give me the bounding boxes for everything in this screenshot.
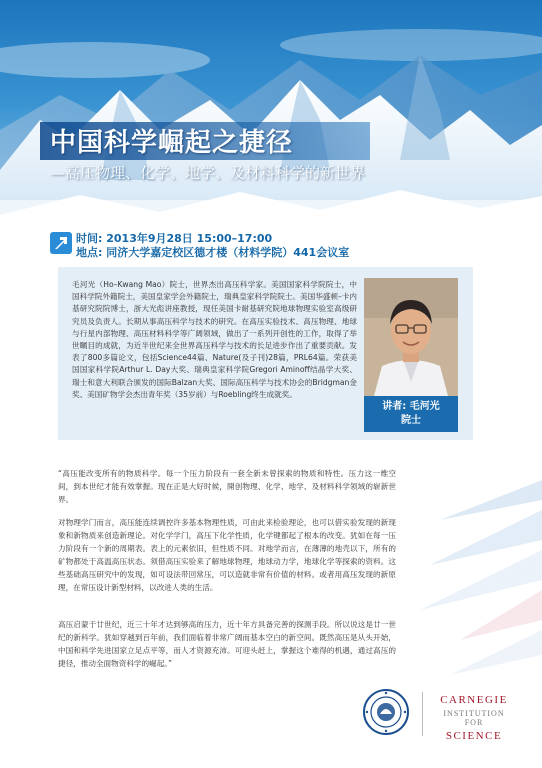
quote-paragraph-1: “高压能改变所有的物质科学。每一个压力阶段有一套全新未曾探索的物质和特性。压力这一维空间，到本世纪才能有效掌握。现在正是大好时候，開创物理、化学、地学、及材料科学领域的崭新世界。 bbox=[58, 469, 396, 504]
tongji-university-seal-logo bbox=[362, 688, 410, 736]
quote-paragraph-2: 对物理学门而言，高压能连续调控许多基本物理性质，可由此来检验理论，也可以借实验发现的新现象和新物质来创造新理论。对化学学门，高压下化学性质，化学键都起了根本的改变。犹如在每一压力阶段有一个新的周期表。表上的元素依旧，但性质不同。对地学而言，在薄薄的地壳以下，所有的矿物都处于高温高压状态。须借高压实验来了解地球物理，地球动力学，地球化学等探索的资料。这些基础高压研究中的发现，如可设法带回常压，可以造就非常有价值的材料。或者用高压发现的新原理，在常压设计新型材料，以改进人类的生活。 bbox=[58, 518, 396, 592]
bio-text: 毛河光（Ho–Kwang Mao）院士，世界杰出高压科学家。美国国家科学院院士，中国科学院外籍院士，美国皇家学会外籍院士，瑞典皇家科学院院士。美国华盛顿–卡内基研究院院博士，浙大光彪讲座教授，现任美国卡耐基研究院地球物理实验室高级研究员及负责人。长期从事高压科学与技术的研究。在高压实验技术、高压物理、地球与行星内部物理、高压材料科学等广阔领域，做出了一系列开创性的工作，取得了举世瞩目的成就，为近半世纪来全世界高压科学与技术的长足进步作出了重要贡献。发表了800多篇论文，包括Science44篇、Nature(及子刊)28篇，PRL64篇。荣获美国国家科学院Arthur L. Day大奖、瑞典皇家科学院Gregori Aminoff结晶学大奖、瑞士和意大利联合颁发的国际Balzan大奖、国际高压科学与技术协会的Bridgman金奖、美国矿物学会杰出青年奖（35岁前）与Roebling终生成就奖。 bbox=[72, 280, 357, 399]
carnegie-institution-logo bbox=[434, 694, 514, 742]
page-title: 中国科学崛起之捷径 bbox=[50, 128, 294, 158]
speaker-portrait bbox=[364, 278, 458, 396]
logo-divider bbox=[422, 692, 423, 736]
event-location: 地点: 同济大学嘉定校区德才楼（材料学院）441会议室 bbox=[76, 246, 350, 259]
speaker-title: 院士 bbox=[401, 415, 421, 426]
carnegie-logo-line1: CARNEGIE bbox=[440, 694, 508, 706]
quote-paragraph-3: 高压启蒙于廿世纪，近三十年才达到够高的压力，近十年方具备完善的探测手段。所以说这是廿一世纪的新科学。犹如穿越到百年前，我们面临着非常广阔而基本空白的新空间。既然高压是从头开始，中国和科学先进国家立足点平等，而人才资源充沛。可迎头赶上，掌握这个难得的机遇，通过高压的捷径，推动全面物资科学的崛起。” bbox=[58, 620, 396, 668]
page-subtitle: —高压物理、化学、地学、及材料科学的新世界 bbox=[50, 164, 366, 182]
decorative-stripes bbox=[400, 470, 542, 690]
speaker-name: 讲者: 毛河光 bbox=[382, 401, 440, 412]
carnegie-logo-line3: SCIENCE bbox=[445, 730, 503, 742]
carnegie-logo-line2: INSTITUTION FOR bbox=[443, 709, 505, 727]
event-time: 时间: 2013年9月28日 15:00–17:00 bbox=[76, 232, 273, 245]
arrow-icon bbox=[50, 232, 72, 254]
speaker-label bbox=[364, 396, 458, 432]
